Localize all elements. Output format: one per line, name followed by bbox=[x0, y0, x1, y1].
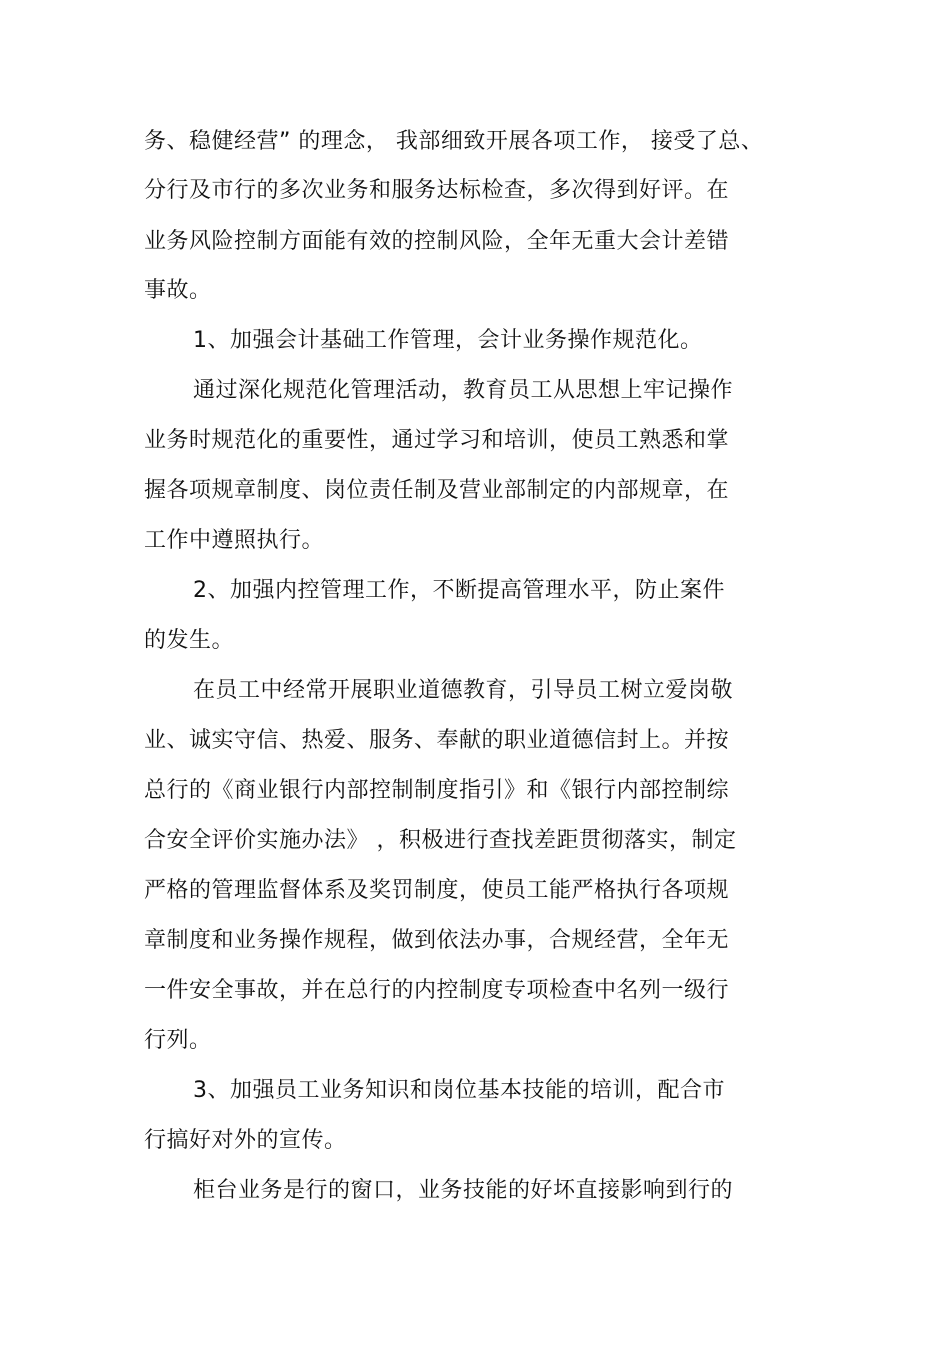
text-line: 行列。 bbox=[144, 1028, 212, 1053]
text-line: 分行及市行的多次业务和服务达标检查，多次得到好评。在 bbox=[144, 178, 730, 203]
text-line: 一件安全事故，并在总行的内控制度专项检查中名列一级行 bbox=[144, 978, 730, 1003]
text-line: 业务时规范化的重要性，通过学习和培训，使员工熟悉和掌 bbox=[144, 428, 730, 453]
section-heading: 2、加强内控管理工作，不断提高管理水平，防止案件 bbox=[193, 578, 725, 603]
section-heading: 1、加强会计基础工作管理，会计业务操作规范化。 bbox=[193, 328, 703, 353]
text-line: 总行的《商业银行内部控制制度指引》和《银行内部控制综 bbox=[144, 778, 730, 803]
text-line: 工作中遵照执行。 bbox=[144, 528, 325, 553]
text-line: 的发生。 bbox=[144, 628, 235, 653]
text-line: 业、诚实守信、热爱、服务、奉献的职业道德信封上。并按 bbox=[144, 728, 730, 753]
section-heading: 3、加强员工业务知识和岗位基本技能的培训，配合市 bbox=[193, 1078, 725, 1103]
text-line: 握各项规章制度、岗位责任制及营业部制定的内部规章，在 bbox=[144, 478, 730, 503]
text-line: 务、稳健经营” 的理念， 我部细致开展各项工作， 接受了总、 bbox=[144, 129, 764, 154]
paragraph-first-line: 在员工中经常开展职业道德教育，引导员工树立爱岗敬 bbox=[193, 678, 734, 703]
text-line: 合安全评价实施办法》 ，积极进行查找差距贯彻落实，制定 bbox=[144, 828, 737, 853]
text-line: 业务风险控制方面能有效的控制风险，全年无重大会计差错 bbox=[144, 229, 730, 254]
paragraph-first-line: 通过深化规范化管理活动，教育员工从思想上牢记操作 bbox=[193, 378, 734, 403]
text-line: 事故。 bbox=[144, 278, 212, 303]
text-line: 行搞好对外的宣传。 bbox=[144, 1128, 347, 1153]
text-line: 章制度和业务操作规程，做到依法办事，合规经营，全年无 bbox=[144, 928, 730, 953]
text-line: 严格的管理监督体系及奖罚制度，使员工能严格执行各项规 bbox=[144, 878, 730, 903]
paragraph-first-line: 柜台业务是行的窗口，业务技能的好坏直接影响到行的 bbox=[193, 1178, 734, 1203]
